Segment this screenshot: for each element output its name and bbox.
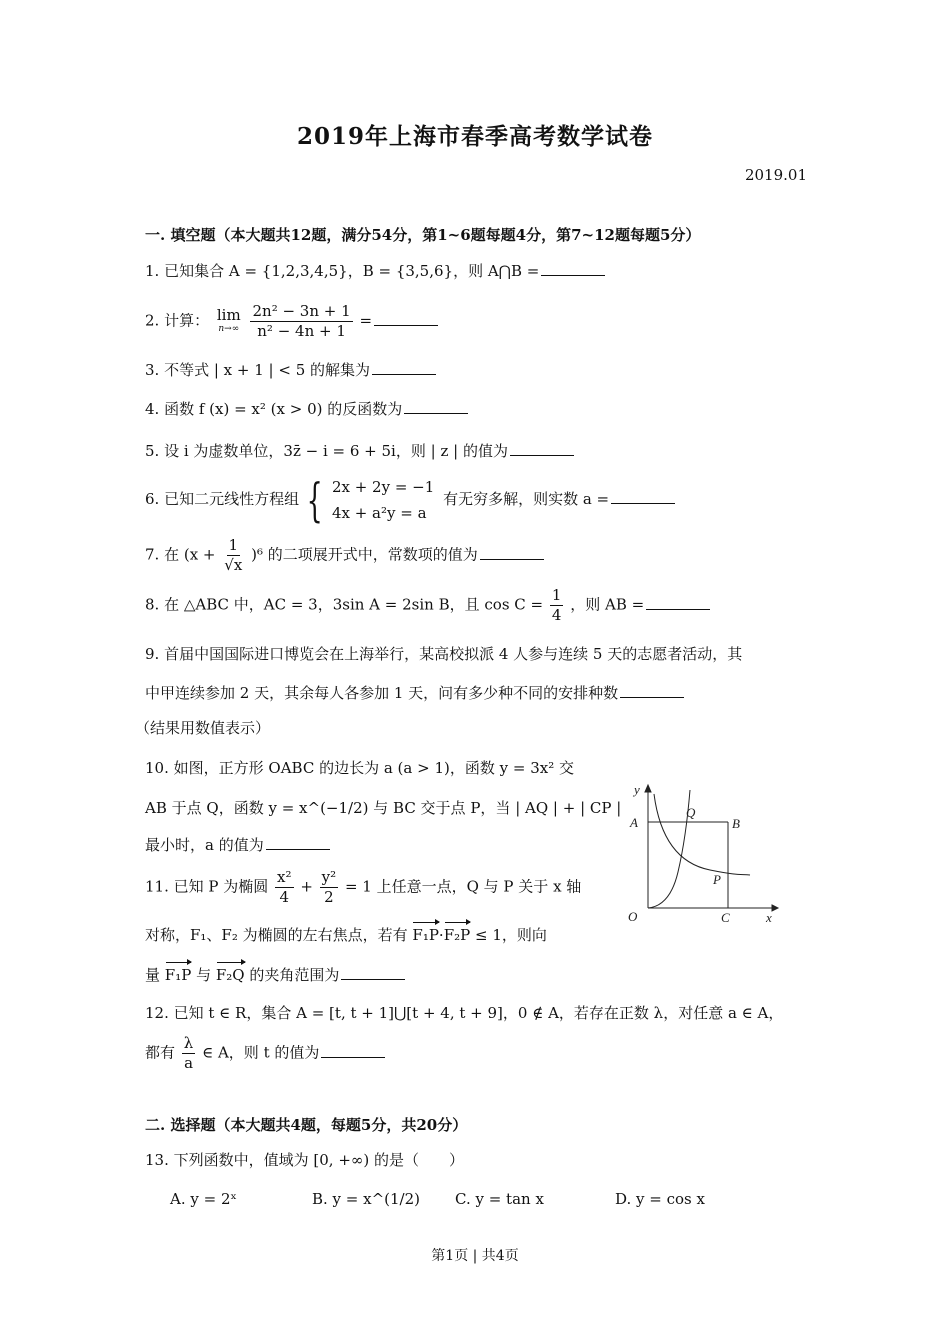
q11-fraction-y	[320, 868, 339, 907]
answer-blank	[611, 488, 675, 504]
question-10-line-2: AB 于点 Q，函数 y = x^(−1/2) 与 BC 交于点 P，当 | AQ | + | CP |	[145, 799, 622, 817]
fraction-denominator: 2	[324, 888, 334, 906]
question-8	[145, 586, 710, 625]
curve-y-3x2	[648, 790, 690, 908]
q11-line3-mid: 与	[196, 966, 212, 984]
label-A: A	[630, 815, 638, 830]
q1-label: 1. 已知集合	[145, 262, 225, 280]
fraction-denominator: a	[184, 1054, 194, 1072]
question-6	[145, 474, 675, 526]
answer-blank	[646, 594, 710, 610]
section-fill-heading: 一. 填空题（本大题共12题，满分54分，第1~6题每题4分，第7~12题每题5分）	[145, 226, 701, 244]
fraction-numerator: λ	[183, 1034, 194, 1052]
fraction-numerator: y²	[321, 868, 337, 886]
answer-blank	[341, 964, 405, 980]
equation-2: 4x + a²y = a	[331, 504, 427, 522]
question-10-line-1: 10. 如图，正方形 OABC 的边长为 a (a > 1)，函数 y = 3x² 交	[145, 759, 574, 777]
question-4	[145, 398, 468, 419]
x-axis-arrow	[772, 905, 778, 911]
q8-fraction	[550, 586, 564, 625]
y-axis-arrow	[645, 785, 651, 792]
answer-blank	[620, 682, 684, 698]
question-2	[145, 302, 438, 341]
q11-fraction-x	[275, 868, 293, 907]
dot-product: ·	[438, 926, 444, 944]
lim-text: lim	[216, 305, 241, 324]
fraction-numerator: 1	[551, 586, 562, 604]
q2-fraction	[250, 302, 352, 341]
fraction-denominator: 4	[551, 606, 562, 624]
q11-plus: +	[300, 877, 313, 896]
q11-line2-tail: ≤ 1，则向	[475, 926, 547, 944]
section-choice-heading: 二. 选择题（本大题共4题，每题5分，共20分）	[145, 1116, 468, 1134]
equation-system	[332, 474, 434, 526]
vector-F2P: F₂P	[443, 926, 471, 944]
exam-date: 2019.01	[744, 166, 807, 184]
label-B: B	[732, 816, 740, 831]
vector-F1P: F₁P	[164, 966, 192, 984]
question-9-line-1: 9. 首届中国国际进口博览会在上海举行，某高校拟派 4 人参与连续 5 天的志愿者活动，其	[145, 645, 743, 663]
label-Q: Q	[686, 805, 696, 820]
fraction-denominator: 4	[279, 888, 290, 906]
answer-blank	[266, 834, 330, 850]
q7-label: 7. 在 (x +	[145, 545, 216, 564]
q12-tail: ∈ A，则 t 的值为	[202, 1043, 320, 1062]
q1-body: A = {1,2,3,4,5}，B = {3,5,6}，则 A⋂B =	[228, 262, 540, 280]
question-11-line-2	[145, 925, 547, 945]
curve-y-x-neg-half	[654, 794, 750, 875]
q12-fraction	[182, 1034, 196, 1073]
q11-line2-text: 对称，F₁、F₂ 为椭圆的左右焦点，若有	[145, 926, 408, 944]
option-C: C. y = tan x	[455, 1190, 544, 1208]
page-footer: 第1页 | 共4页	[431, 1248, 519, 1264]
q8-label: 8. 在 △ABC 中，AC = 3，3sin A = 2sin B，且 cos C =	[145, 595, 544, 614]
q7-fraction	[222, 536, 244, 575]
q6-tail: 有无穷多解，则实数 a =	[443, 490, 610, 508]
q2-equals: =	[359, 311, 373, 330]
q6-label: 6. 已知二元线性方程组	[145, 490, 300, 508]
q5-text: 5. 设 i 为虚数单位，3z̄ − i = 6 + 5i，则 | z | 的值为	[145, 442, 508, 460]
question-10-line-3	[145, 834, 330, 855]
q10-line3-text: 最小时，a 的值为	[145, 836, 264, 854]
q8-tail: ，则 AB =	[570, 595, 645, 614]
question-12-line-1: 12. 已知 t ∈ R，集合 A = [t, t + 1]⋃[t + 4, t + 9]，0 ∉ A，若存在正数 λ，对任意 a ∈ A，	[145, 1004, 784, 1022]
square-function-figure	[620, 780, 780, 925]
question-9-line-2	[145, 682, 684, 703]
question-13: 13. 下列函数中，值域为 [0, +∞) 的是（ ）	[145, 1151, 465, 1169]
q4-text: 4. 函数 f (x) = x² (x > 0) 的反函数为	[145, 400, 403, 418]
question-9-line-3: （结果用数值表示）	[135, 719, 271, 737]
answer-blank	[321, 1042, 385, 1058]
q12-label: 都有	[145, 1043, 176, 1062]
fraction-denominator: √x	[224, 556, 243, 574]
label-P: P	[713, 872, 721, 887]
left-brace: {	[306, 473, 323, 527]
question-11-line-1	[145, 868, 581, 907]
vector-F2Q: F₂Q	[215, 966, 245, 984]
answer-blank	[404, 398, 468, 414]
fraction-numerator: x²	[277, 868, 292, 886]
question-3	[145, 359, 436, 380]
vector-F1P: F₁P	[412, 926, 439, 944]
q3-text: 3. 不等式 | x + 1 | < 5 的解集为	[145, 361, 371, 379]
q11-label: 11. 已知 P 为椭圆	[145, 877, 269, 896]
fraction-numerator: 1	[228, 536, 239, 554]
answer-blank	[374, 310, 438, 326]
option-D: D. y = cos x	[615, 1190, 705, 1208]
question-7	[145, 536, 544, 575]
option-A: A. y = 2ˣ	[170, 1190, 237, 1208]
question-12-line-2	[145, 1034, 385, 1073]
equation-1: 2x + 2y = −1	[331, 478, 435, 496]
answer-blank	[541, 260, 605, 276]
q9-line2-text: 中甲连续参加 2 天，其余每人各参加 1 天，问有多少种不同的安排种数	[145, 684, 619, 702]
q7-tail: )⁶ 的二项展开式中，常数项的值为	[251, 545, 478, 564]
answer-blank	[510, 440, 574, 456]
label-C: C	[721, 910, 730, 925]
fraction-numerator: 2n² − 3n + 1	[252, 302, 351, 320]
question-11-line-3	[145, 964, 405, 985]
option-B: B. y = x^(1/2)	[312, 1190, 421, 1208]
question-1	[145, 260, 605, 281]
answer-blank	[480, 544, 544, 560]
page-title: 2019年上海市春季高考数学试卷	[296, 123, 653, 150]
q11-line3-head: 量	[145, 966, 161, 984]
fraction-denominator: n² − 4n + 1	[257, 322, 346, 340]
q2-label: 2. 计算：	[145, 311, 210, 330]
q11-line3-tail: 的夹角范围为	[249, 966, 340, 984]
label-O: O	[628, 909, 638, 924]
limit-operator	[216, 305, 241, 336]
question-5	[145, 440, 574, 461]
label-y: y	[634, 782, 640, 797]
q11-line1-tail: = 1 上任意一点，Q 与 P 关于 x 轴	[344, 877, 582, 896]
answer-blank	[372, 359, 436, 375]
label-x: x	[766, 910, 772, 925]
lim-subscript: n→∞	[218, 323, 240, 334]
